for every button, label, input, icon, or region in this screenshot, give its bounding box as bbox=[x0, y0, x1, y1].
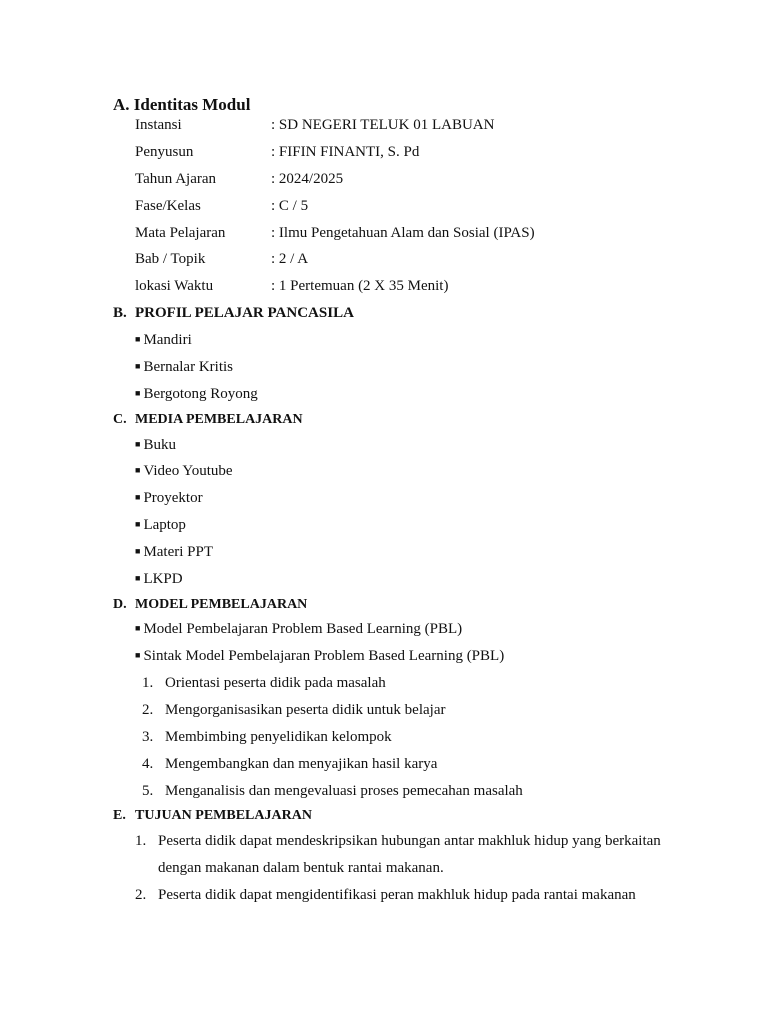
step-text: Mengembangkan dan menyajikan hasil karya bbox=[165, 756, 438, 772]
step-number: 1. bbox=[142, 675, 154, 691]
list-item: ■ Proyektor bbox=[135, 490, 203, 506]
list-item: ■ Laptop bbox=[135, 517, 186, 533]
step-number: 4. bbox=[142, 756, 154, 772]
section-c-title: MEDIA PEMBELAJARAN bbox=[135, 412, 303, 427]
list-item: ■ Sintak Model Pembelajaran Problem Based Learning (PBL) bbox=[135, 648, 505, 664]
square-bullet-icon: ■ bbox=[135, 388, 141, 398]
section-a-title: Identitas Modul bbox=[133, 95, 251, 114]
identity-value: : SD NEGERI TELUK 01 LABUAN bbox=[271, 117, 495, 133]
section-e-title: TUJUAN PEMBELAJARAN bbox=[135, 808, 312, 823]
section-a-label: A. bbox=[113, 95, 130, 114]
identity-value: : 2 / A bbox=[271, 251, 309, 267]
list-item: ■ Mandiri bbox=[135, 332, 192, 348]
square-bullet-icon: ■ bbox=[135, 519, 141, 529]
step-text: Mengorganisasikan peserta didik untuk belajar bbox=[165, 702, 446, 718]
square-bullet-icon: ■ bbox=[135, 650, 141, 660]
section-c-label: C. bbox=[113, 412, 127, 427]
identity-value: : 2024/2025 bbox=[271, 171, 344, 187]
square-bullet-icon: ■ bbox=[135, 546, 141, 556]
step-text: Orientasi peserta didik pada masalah bbox=[165, 675, 386, 691]
identity-key: Mata Pelajaran bbox=[135, 225, 226, 241]
list-item: ■ LKPD bbox=[135, 571, 183, 587]
step-text: Membimbing penyelidikan kelompok bbox=[165, 729, 392, 745]
step-text: Menganalisis dan mengevaluasi proses pemecahan masalah bbox=[165, 783, 523, 799]
goal-text: Peserta didik dapat mendeskripsikan hubungan antar makhluk hidup yang berkaitan bbox=[158, 833, 661, 849]
identity-value: : C / 5 bbox=[271, 198, 309, 214]
identity-key: lokasi Waktu bbox=[135, 278, 214, 294]
list-item: ■ Buku bbox=[135, 437, 176, 453]
step-number: 3. bbox=[142, 729, 154, 745]
list-item: ■ Video Youtube bbox=[135, 463, 233, 479]
goal-text: Peserta didik dapat mengidentifikasi peran makhluk hidup pada rantai makanan bbox=[158, 887, 636, 903]
identity-value: : FIFIN FINANTI, S. Pd bbox=[271, 144, 420, 160]
square-bullet-icon: ■ bbox=[135, 465, 141, 475]
section-e-label: E. bbox=[113, 808, 126, 823]
square-bullet-icon: ■ bbox=[135, 334, 141, 344]
step-number: 2. bbox=[142, 702, 154, 718]
identity-value: : 1 Pertemuan (2 X 35 Menit) bbox=[271, 278, 449, 294]
identity-key: Fase/Kelas bbox=[135, 198, 201, 214]
list-item: ■ Materi PPT bbox=[135, 544, 214, 560]
identity-key: Penyusun bbox=[135, 144, 194, 160]
section-b-label: B. bbox=[113, 305, 127, 321]
list-item: ■ Model Pembelajaran Problem Based Learning (PBL) bbox=[135, 621, 463, 637]
identity-key: Bab / Topik bbox=[135, 251, 206, 267]
goal-number: 2. bbox=[135, 887, 147, 903]
identity-key: Instansi bbox=[135, 117, 182, 133]
goal-number: 1. bbox=[135, 833, 147, 849]
section-a-heading bbox=[113, 95, 250, 115]
section-d-label: D. bbox=[113, 597, 127, 612]
square-bullet-icon: ■ bbox=[135, 623, 141, 633]
list-item: ■ Bergotong Royong bbox=[135, 386, 258, 402]
square-bullet-icon: ■ bbox=[135, 573, 141, 583]
identity-key: Tahun Ajaran bbox=[135, 171, 217, 187]
list-item: ■ Bernalar Kritis bbox=[135, 359, 233, 375]
step-number: 5. bbox=[142, 783, 154, 799]
section-b-title: PROFIL PELAJAR PANCASILA bbox=[135, 305, 354, 321]
identity-value: : Ilmu Pengetahuan Alam dan Sosial (IPAS) bbox=[271, 225, 535, 241]
square-bullet-icon: ■ bbox=[135, 361, 141, 371]
square-bullet-icon: ■ bbox=[135, 439, 141, 449]
goal-text-continued: dengan makanan dalam bentuk rantai makanan. bbox=[158, 860, 444, 876]
square-bullet-icon: ■ bbox=[135, 492, 141, 502]
section-d-title: MODEL PEMBELAJARAN bbox=[135, 597, 308, 612]
